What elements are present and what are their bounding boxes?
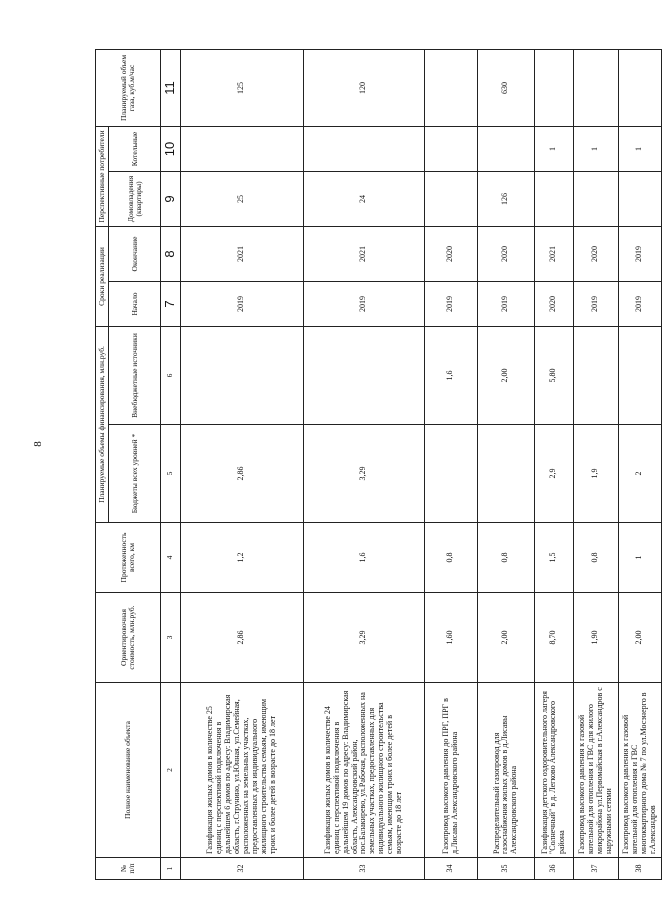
- row-cost: 8,70: [534, 593, 573, 683]
- header-boilers: Котельные: [109, 126, 161, 171]
- header-terms-group: Сроки реализации: [96, 226, 109, 326]
- row-extra: 2,00: [477, 326, 534, 424]
- row-boilers: 1: [618, 126, 661, 171]
- column-number: 10: [161, 126, 181, 171]
- row-boilers: 1: [573, 126, 618, 171]
- header-start: Начало: [109, 281, 161, 326]
- row-num: 35: [477, 858, 534, 880]
- row-name: Газопровод высокого давления до ПРГ, ПРГ в д.Лисавы Александровского района: [424, 683, 477, 858]
- row-boilers: [477, 126, 534, 171]
- column-number: 5: [161, 425, 181, 523]
- row-num: 33: [303, 858, 424, 880]
- row-cost: 2,00: [618, 593, 661, 683]
- row-length: 1,6: [303, 523, 424, 593]
- column-number: 11: [161, 49, 181, 126]
- table-row: [573, 49, 618, 879]
- row-length: 1,2: [180, 523, 303, 593]
- header-funding-extra: Внебюджетные источники: [109, 326, 161, 424]
- column-number: 7: [161, 281, 181, 326]
- row-num: 32: [180, 858, 303, 880]
- page-number: 8: [32, 441, 44, 447]
- row-name: Газификация жилых домов в количестве 24 единиц с перспективой подключения в дальнейшем 19 домов по адресу: Владимирская область, Александровский район, пос.Балакирево, ул.Рабочая, расположенных на земельных участках, предоставленных для индивидуального жилищного строительства семьям, имеющим троих и более детей в возрасте до 18 лет: [303, 683, 424, 858]
- header-funding-budget: Бюджеты всех уровней *: [109, 425, 161, 523]
- row-extra: [618, 326, 661, 424]
- row-length: 0,8: [424, 523, 477, 593]
- row-end: 2019: [618, 226, 661, 281]
- table-row: [477, 49, 534, 879]
- row-name: Газификация детского оздоровительного лагеря "Солнечный" в д. Легково Александровского района: [534, 683, 573, 858]
- row-end: 2020: [477, 226, 534, 281]
- rotated-table-container: [95, 50, 657, 880]
- header-row-1: [96, 49, 109, 879]
- column-number: 2: [161, 683, 181, 858]
- row-start: 2019: [303, 281, 424, 326]
- row-length: 1,5: [534, 523, 573, 593]
- row-households: 126: [477, 171, 534, 226]
- row-gas: 630: [477, 49, 534, 126]
- row-budget: 1,9: [573, 425, 618, 523]
- row-end: 2020: [424, 226, 477, 281]
- row-gas: 125: [180, 49, 303, 126]
- row-extra: [303, 326, 424, 424]
- row-start: 2019: [573, 281, 618, 326]
- row-length: 1: [618, 523, 661, 593]
- table-row: [303, 49, 424, 879]
- row-cost: 2,00: [477, 593, 534, 683]
- row-name: Газопровод высокого давления к газовой котельной для отопления и ГВС многоквартирного дома № 7 по ул.Мосэнерго в г.Александров: [618, 683, 661, 858]
- row-households: [424, 171, 477, 226]
- row-num: 36: [534, 858, 573, 880]
- row-cost: 2,86: [180, 593, 303, 683]
- row-gas: [618, 49, 661, 126]
- row-households: 25: [180, 171, 303, 226]
- header-funding-group: Планируемые объемы финансирования, млн.руб.: [96, 326, 109, 522]
- row-extra: 1,6: [424, 326, 477, 424]
- column-number: 3: [161, 593, 181, 683]
- table-row: [534, 49, 573, 879]
- row-boilers: [303, 126, 424, 171]
- row-cost: 1,60: [424, 593, 477, 683]
- row-start: 2019: [424, 281, 477, 326]
- header-gas-volume: Планируемый объем газа, куб.м/час: [96, 49, 161, 126]
- row-households: [573, 171, 618, 226]
- header-length: Протяженность всего, км: [96, 523, 161, 593]
- header-households: Домовладения (квартиры): [109, 171, 161, 226]
- row-boilers: [180, 126, 303, 171]
- row-end: 2021: [534, 226, 573, 281]
- row-extra: [573, 326, 618, 424]
- row-length: 0,8: [573, 523, 618, 593]
- row-extra: [180, 326, 303, 424]
- row-gas: 120: [303, 49, 424, 126]
- column-number: 9: [161, 171, 181, 226]
- header-cost: Ориентировочная стоимость, млн.руб.: [96, 593, 161, 683]
- row-boilers: [424, 126, 477, 171]
- gas-objects-table: [95, 49, 662, 880]
- header-num: № п/п: [96, 858, 161, 880]
- row-name: Газификация жилых домов в количестве 25 единиц с перспективой подключения в дальнейшем 6 домов по адресу: Владимирская область, г.Струнино, ул.Юнная, ул.Семейная, расположенных на земельных участках, предоставленных для индивидуального жилищного строительства семьям, имеющим троих и более детей в возрасте до 18 лет: [180, 683, 303, 858]
- row-extra: 5,80: [534, 326, 573, 424]
- row-gas: [573, 49, 618, 126]
- table-row: [618, 49, 661, 879]
- table-row: [424, 49, 477, 879]
- row-budget: 2,9: [534, 425, 573, 523]
- row-budget: [477, 425, 534, 523]
- header-consumers-group: Перспективные потребители: [96, 126, 109, 226]
- row-households: [618, 171, 661, 226]
- row-start: 2019: [618, 281, 661, 326]
- column-number: 4: [161, 523, 181, 593]
- row-budget: 3,29: [303, 425, 424, 523]
- row-end: 2021: [180, 226, 303, 281]
- row-name: Распределительный газопровод для газоснабжения жилых домов в д.Лисавы Александровского района: [477, 683, 534, 858]
- row-end: 2021: [303, 226, 424, 281]
- column-number-row: [161, 49, 181, 879]
- row-gas: [534, 49, 573, 126]
- row-gas: [424, 49, 477, 126]
- row-name: Газопровод высокого давления к газовой котельной для отопления и ГВС для жилого микрорайона ул.Первомайская в г.Александров с наружными сетями: [573, 683, 618, 858]
- row-num: 37: [573, 858, 618, 880]
- row-num: 38: [618, 858, 661, 880]
- table-row: [180, 49, 303, 879]
- row-cost: 3,29: [303, 593, 424, 683]
- column-number: 6: [161, 326, 181, 424]
- row-start: 2019: [180, 281, 303, 326]
- header-name: Полное наименование объекта: [96, 683, 161, 858]
- row-budget: 2: [618, 425, 661, 523]
- row-start: 2019: [477, 281, 534, 326]
- row-cost: 1,90: [573, 593, 618, 683]
- row-length: 0,8: [477, 523, 534, 593]
- header-end: Окончание: [109, 226, 161, 281]
- row-end: 2020: [573, 226, 618, 281]
- column-number: 1: [161, 858, 181, 880]
- row-households: [534, 171, 573, 226]
- column-number: 8: [161, 226, 181, 281]
- row-households: 24: [303, 171, 424, 226]
- row-num: 34: [424, 858, 477, 880]
- row-start: 2020: [534, 281, 573, 326]
- row-boilers: 1: [534, 126, 573, 171]
- row-budget: 2,86: [180, 425, 303, 523]
- row-budget: [424, 425, 477, 523]
